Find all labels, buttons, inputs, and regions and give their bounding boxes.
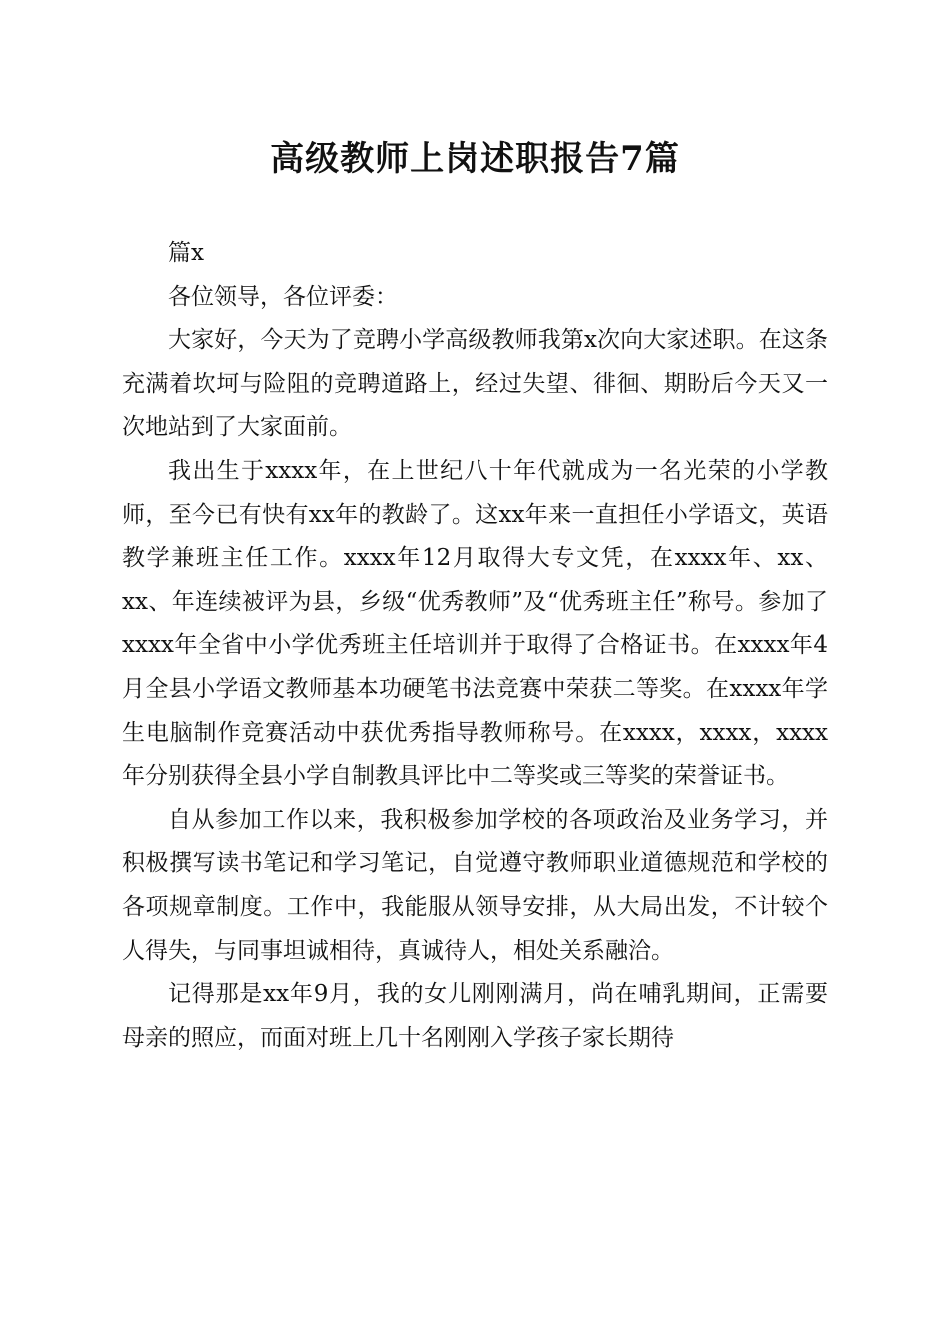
salutation: 各位领导，各位评委： xyxy=(168,283,398,310)
document-body xyxy=(122,232,828,1060)
body-paragraph: 记得那是xx年9月，我的女儿刚刚满月，尚在哺乳期间，正需要母亲的照应，而面对班上几十名刚刚入学孩子家长期待 xyxy=(122,981,828,1051)
section-label: 篇x xyxy=(168,240,204,266)
document-title: 高级教师上岗述职报告7篇 xyxy=(270,139,680,179)
body-paragraph: 我出生于xxxx年，在上世纪八十年代就成为一名光荣的小学教师，至今已有快有xx年的教龄了。这xx年来一直担任小学语文，英语教学兼班主任工作。xxxx年12月取得大专文凭，在xxxx年、xx、xx、年连续被评为县，乡级“优秀教师”及“优秀班主任”称号。参加了xxxx年全省中小学优秀班主任培训并于取得了合格证书。在xxxx年4月全县小学语文教师基本功硬笔书法竞赛中荣获二等奖。在xxxx年学生电脑制作竞赛活动中获优秀指导教师称号。在xxxx，xxxx，xxxx年分别获得全县小学自制教具评比中二等奖或三等奖的荣誉证书。 xyxy=(122,457,828,790)
body-paragraph: 大家好，今天为了竞聘小学高级教师我第x次向大家述职。在这条充满着坎坷与险阻的竞聘道路上，经过失望、徘徊、期盼后今天又一次地站到了大家面前。 xyxy=(122,327,828,441)
body-paragraph: 自从参加工作以来，我积极参加学校的各项政治及业务学习，并积极撰写读书笔记和学习笔记，自觉遵守教师职业道德规范和学校的各项规章制度。工作中，我能服从领导安排，从大局出发，不计较个人得失，与同事坦诚相待，真诚待人，相处关系融洽。 xyxy=(122,806,828,964)
